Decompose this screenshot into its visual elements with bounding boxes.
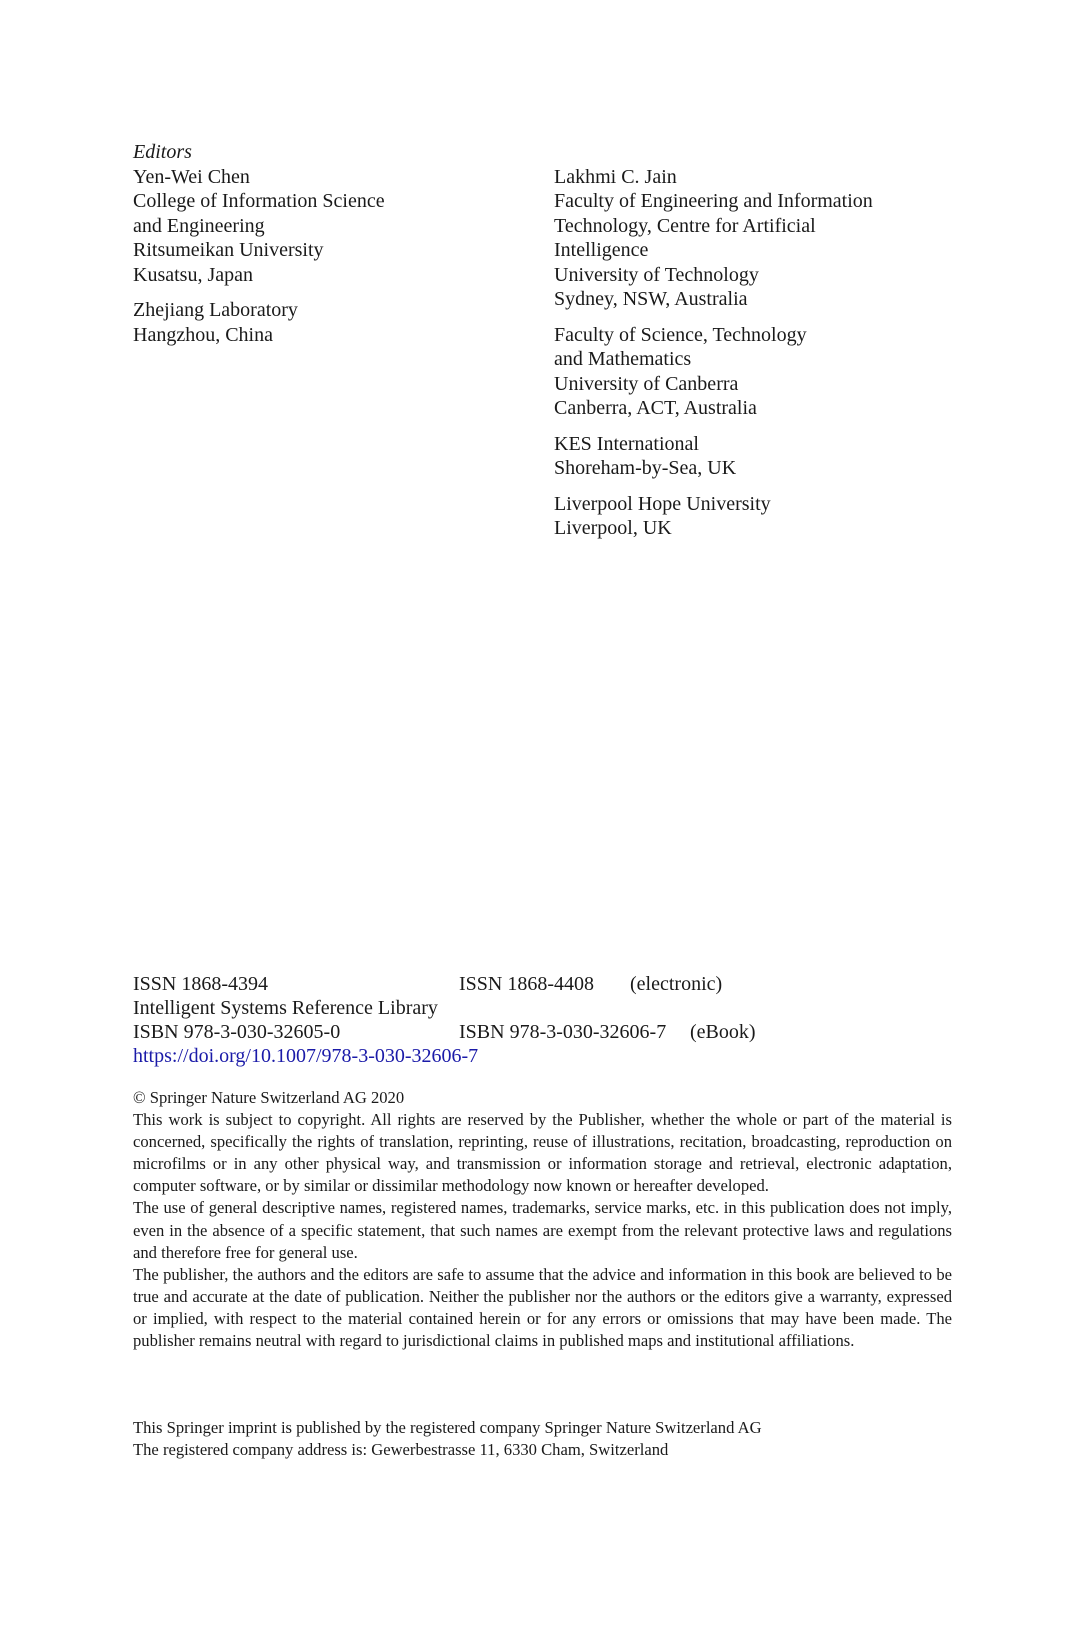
isbn-row [133, 1020, 953, 1044]
series-row [133, 996, 953, 1020]
issn-print: ISSN 1868-4394 [133, 973, 269, 995]
editor-name: Lakhmi C. Jain [554, 165, 677, 188]
affiliation-line: Faculty of Science, Technology [554, 323, 807, 346]
legal-paragraph: This work is subject to copyright. All rights are reserved by the Publisher, whether the whole or part of the material is concerned, specifically the rights of translation, reprinting, reuse of illustrations, recitation, broadcasting, reproduction on microfilms or in any other physical way, and transmission or information storage and retrieval, electronic adaptation, computer software, or by similar or dissimilar methodology now known or hereafter developed. [133, 1110, 952, 1196]
affiliation-line: and Mathematics [554, 348, 692, 370]
editor-name: Yen-Wei Chen [133, 165, 250, 188]
editors-heading: Editors [133, 141, 192, 163]
affiliation-line: Ritsumeikan University [133, 239, 324, 261]
imprint-notice [133, 1417, 952, 1461]
publication-identifiers [133, 972, 953, 1068]
affiliation-line: Liverpool, UK [554, 517, 672, 539]
affiliation-line: Shoreham-by-Sea, UK [554, 457, 737, 479]
imprint-line: This Springer imprint is published by the registered company Springer Nature Switzerland AG [133, 1418, 762, 1437]
editor-affiliation [133, 298, 533, 347]
imprint-address: The registered company address is: Gewerbestrasse 11, 6330 Cham, Switzerland [133, 1440, 669, 1459]
affiliation-line: Hangzhou, China [133, 323, 273, 346]
affiliation-line: Canberra, ACT, Australia [554, 397, 757, 419]
doi-link[interactable]: https://doi.org/10.1007/978-3-030-32606-7 [133, 1045, 479, 1067]
copyright-line: © Springer Nature Switzerland AG 2020 [133, 1088, 405, 1107]
affiliation-line: University of Technology [554, 263, 759, 286]
affiliation-line: Intelligence [554, 239, 649, 261]
issn-electronic: ISSN 1868-4408 [459, 973, 595, 995]
editor-affiliation [554, 165, 954, 312]
isbn-print: ISBN 978-3-030-32605-0 [133, 1021, 341, 1043]
legal-paragraph: The use of general descriptive names, registered names, trademarks, service marks, etc. in this publication does not imply, even in the absence of a specific statement, that such names are exempt from the relevant protective laws and regulations and therefore free for general use. [133, 1198, 952, 1262]
editor-column-left [133, 165, 533, 359]
issn-electronic-label: (electronic) [630, 973, 723, 995]
affiliation-line: University of Canberra [554, 372, 739, 395]
legal-paragraph: The publisher, the authors and the editors are safe to assume that the advice and information in this book are believed to be true and accurate at the date of publication. Neither the publisher nor the authors or the editors give a warranty, expressed or implied, with respect to the material contained herein or for any errors or omissions that may have been made. The publisher remains neutral with regard to jurisdictional claims in published maps and institutional affiliations. [133, 1264, 952, 1351]
editor-column-right [554, 165, 954, 552]
affiliation-line: Kusatsu, Japan [133, 263, 253, 286]
affiliation-line: Sydney, NSW, Australia [554, 288, 748, 310]
affiliation-line: Faculty of Engineering and Information [554, 190, 873, 212]
affiliation-line: and Engineering [133, 214, 265, 237]
editors-section [133, 140, 933, 539]
affiliation-line: College of Information Science [133, 190, 385, 212]
editor-affiliation [133, 165, 533, 288]
series-title: Intelligent Systems Reference Library [133, 997, 438, 1019]
isbn-ebook-label: (eBook) [690, 1021, 756, 1043]
affiliation-line: Zhejiang Laboratory [133, 299, 298, 321]
editor-affiliation [554, 432, 954, 481]
doi-row [133, 1044, 953, 1068]
affiliation-line: KES International [554, 432, 699, 455]
isbn-ebook: ISBN 978-3-030-32606-7 [459, 1021, 667, 1043]
affiliation-line: Technology, Centre for Artificial [554, 214, 816, 237]
issn-row [133, 972, 953, 996]
editor-affiliation [554, 323, 954, 421]
affiliation-line: Liverpool Hope University [554, 492, 771, 515]
editor-affiliation [554, 492, 954, 541]
legal-notice [133, 1087, 952, 1352]
